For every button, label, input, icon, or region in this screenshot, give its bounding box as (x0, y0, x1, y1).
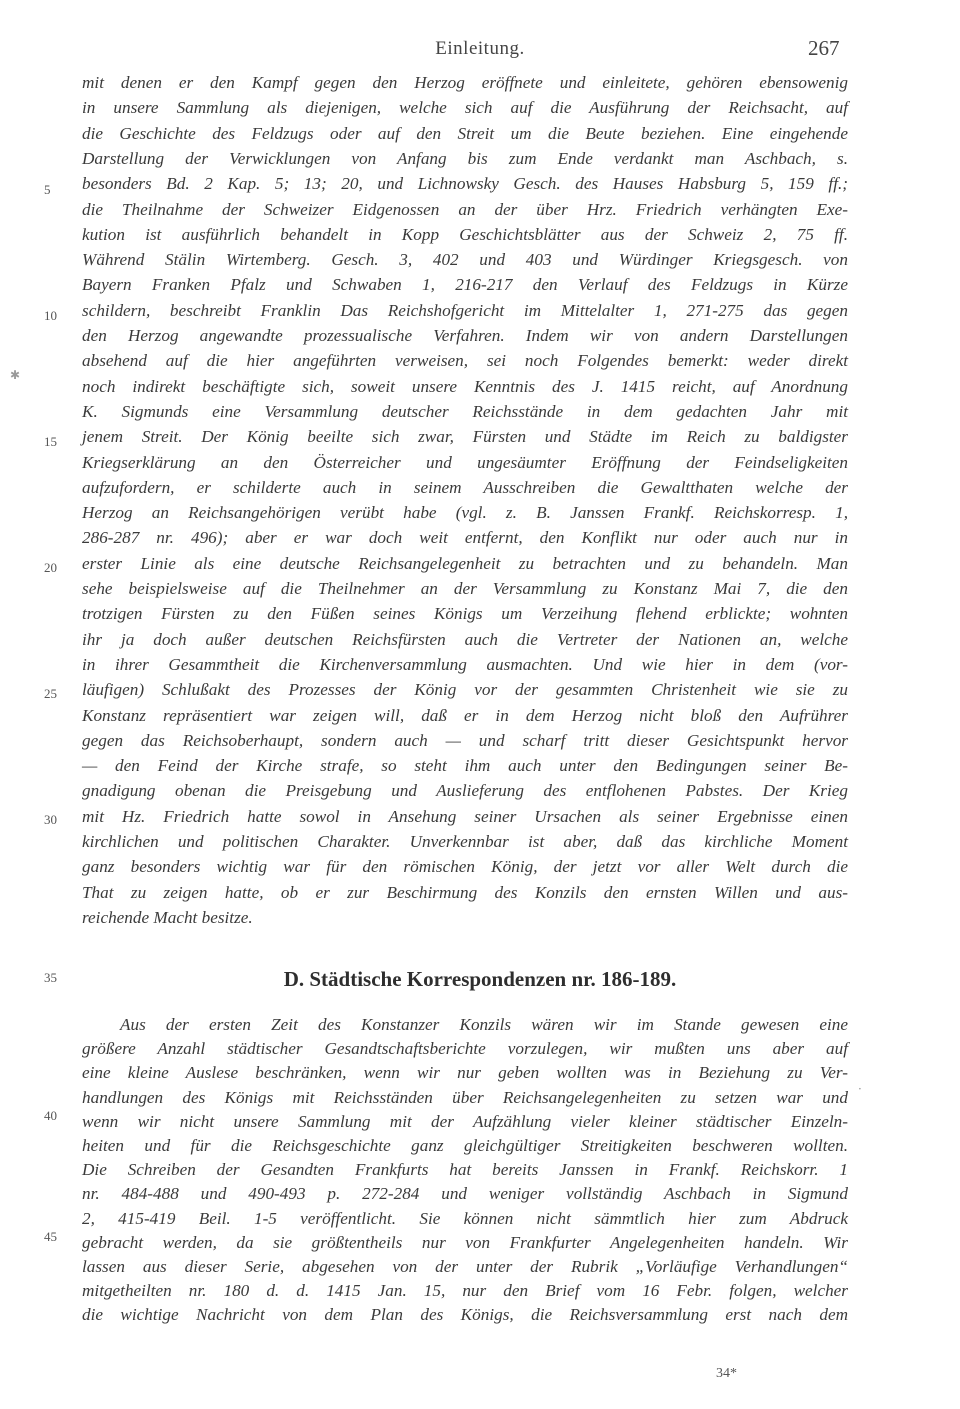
text-line: trotzigen Fürsten zu den Füßen seines Königs um Verzeihung flehend erblickte; wohnten (82, 604, 848, 624)
text-line: jenem Streit. Der König beeilte sich zwar, Fürsten und Städte im Reich zu baldigster (82, 427, 848, 447)
text-line: mit Hz. Friedrich hatte sowol in Ansehung seiner Ursachen als seiner Ergebnisse einen (82, 806, 848, 826)
text-line: Die Schreiben der Gesandten Frankfurts hat bereits Janssen in Frankf. Reichskorr. 1 (82, 1160, 848, 1180)
text-line: gnadigung obenan die Preisgebung und Auslieferung des entflohenen Pabstes. Der Krieg (82, 781, 848, 801)
text-line: erster Linie als eine deutsche Reichsangelegenheit zu betrachten und zu behandeln. Man (82, 553, 848, 573)
text-line: 286-287 nr. 496); aber er war doch weit entfernt, den Konflikt nur oder auch nur in (82, 528, 848, 548)
text-line: nr. 484-488 und 490-493 p. 272-284 und weniger vollständig Aschbach in Sigmund (82, 1184, 848, 1204)
text-line: — den Feind der Kirche strafe, so steht ihm auch unter den Bedingungen seiner Be- (82, 756, 848, 776)
text-line: in unsere Sammlung als diejenigen, welche sich auf die Ausführung der Reichsacht, auf (82, 98, 848, 118)
text-line: Konstanz repräsentiert war zeigen will, daß er in dem Herzog nicht bloß den Aufrührer (82, 705, 848, 725)
text-line: reichende Macht besitze. (82, 907, 253, 927)
text-line: K. Sigmunds eine Versammlung deutscher Reichsstände in dem gedachten Jahr mit (82, 401, 848, 421)
text-line: kirchlichen und politischen Charakter. Unverkennbar ist aber, daß das kirchliche Moment (82, 832, 848, 851)
text-line: gebracht werden, da sie größtentheils nur von Frankfurter Angelegenheiten handeln. Wir (82, 1232, 848, 1252)
text-line: aufzufordern, er schilderte auch in seinem Ausschreiben die Gewaltthaten welche der (82, 477, 848, 497)
text-line: noch indirekt beschäftigte sich, soweit unsere Kenntnis des J. 1415 reicht, auf Anordnung (82, 376, 848, 396)
line-number: 25 (44, 686, 57, 701)
text-line: Während Stälin Wirtemberg. Gesch. 3, 402 und 403 und Würdinger Kriegsgesch. von (82, 250, 848, 270)
line-number: 40 (44, 1108, 57, 1123)
text-line: kution ist ausführlich behandelt in Kopp Geschichtsblätter aus der Schweiz 2, 75 ff. (82, 224, 848, 244)
text-line: Herzog an Reichsangehörigen verübt habe (vgl. z. B. Janssen Frankf. Reichskorresp. 1, (82, 503, 848, 523)
line-number: 20 (44, 560, 57, 575)
text-line: Darstellung der Verwicklungen von Anfang bis zum Ende verdankt man Aschbach, s. (82, 148, 848, 168)
text-line: die Geschichte des Feldzugs oder auf den Streit um die Beute beziehen. Eine eingehende (82, 123, 848, 143)
text-line: Aus der ersten Zeit des Konstanzer Konzils wären wir im Stande gewesen eine (120, 1015, 848, 1034)
text-line: eine kleine Auslese beschränken, wenn wir nur geben wollten was in Beziehung zu Ver- (82, 1063, 848, 1083)
text-line: größere Anzahl städtischer Gesandtschaftsberichte vorzulegen, wir mußten uns aber auf (82, 1039, 848, 1059)
text-line: sehe beispielsweise auf die Theilnehmer an der Versammlung zu Konstanz Mai 7, die den (82, 579, 848, 598)
running-header: Einleitung. (435, 38, 525, 59)
text-line: mit denen er den Kampf gegen den Herzog eröffnete und einleitete, gehören ebensowenig (82, 73, 848, 92)
line-number: 5 (44, 182, 51, 197)
text-line: That zu zeigen hatte, ob er zur Beschirmung des Konzils den ernsten Willen und aus- (82, 882, 848, 902)
line-number: 45 (44, 1229, 57, 1244)
text-line: in ihrer Gesammtheit die Kirchenversammlung ausmachten. Und wie hier in dem (vor- (82, 654, 848, 674)
section-heading: D. Städtische Korrespondenzen nr. 186-189. (283, 967, 677, 991)
text-line: mitgetheilten nr. 180 d. d. 1415 Jan. 15, nur den Brief vom 16 Febr. folgen, welcher (82, 1281, 848, 1301)
text-line: 2, 415-419 Beil. 1-5 veröffentlicht. Sie können nicht sämmtlich hier zum Abdruck (82, 1208, 848, 1228)
line-number: 10 (44, 308, 57, 323)
signature-mark: 34* (716, 1366, 737, 1381)
text-line: heiten und für die Reichsgeschichte ganz gleichgültiger Streitigkeiten beschweren wollten. (82, 1136, 848, 1155)
text-line: Bayern Franken Pfalz und Schwaben 1, 216-217 den Verlauf des Feldzugs in Kürze (82, 275, 848, 295)
text-line: ganz besonders wichtig war für den römischen König, der jetzt vor aller Welt durch die (82, 857, 848, 877)
text-line: lassen aus dieser Serie, abgesehen von der unter der Rubrik „Vorläufige Verhandlungen“ (82, 1257, 848, 1276)
line-number: 35 (44, 970, 57, 985)
text-line: läufigen) Schlußakt des Prozesses der König vor der gesammten Christenheit wie sie zu (82, 680, 848, 700)
text-line: wenn wir nicht unsere Sammlung mit der Aufzählung vieler kleiner städtischer Einzeln- (82, 1111, 848, 1131)
scan-speck: ✱ (10, 368, 21, 382)
line-number: 30 (44, 812, 57, 827)
text-line: besonders Bd. 2 Kap. 5; 13; 20, und Lichnowsky Gesch. des Hauses Habsburg 5, 159 ff.; (82, 174, 848, 194)
text-line: gegen das Reichsoberhaupt, sondern auch — und scharf tritt dieser Gesichtspunkt hervor (82, 730, 848, 750)
scan-dot: · (858, 1082, 862, 1096)
text-line: Kriegserklärung an den Österreicher und ungesäumter Eröffnung der Feindseligkeiten (82, 452, 848, 472)
text-line: absehend auf die hier angeführten verweisen, sei noch Folgendes bemerkt: weder direkt (82, 351, 848, 371)
text-line: handlungen des Königs mit Reichsständen über Reichsangelegenheiten zu setzen war und (82, 1087, 848, 1107)
text-line: den Herzog angewandte prozessualische Verfahren. Indem wir von andern Darstellungen (82, 326, 848, 345)
text-line: ihr ja doch außer deutschen Reichsfürsten auch die Vertreter der Nationen an, welche (82, 629, 848, 649)
page-number: 267 (808, 36, 840, 60)
text-line: die Theilnahme der Schweizer Eidgenossen an der über Hrz. Friedrich verhängten Exe- (82, 199, 848, 219)
line-number: 15 (44, 434, 57, 449)
text-line: die wichtige Nachricht von dem Plan des Königs, die Reichsversammlung erst nach dem (82, 1305, 848, 1325)
text-line: schildern, beschreibt Franklin Das Reichshofgericht im Mittelalter 1, 271-275 das gegen (82, 300, 848, 320)
